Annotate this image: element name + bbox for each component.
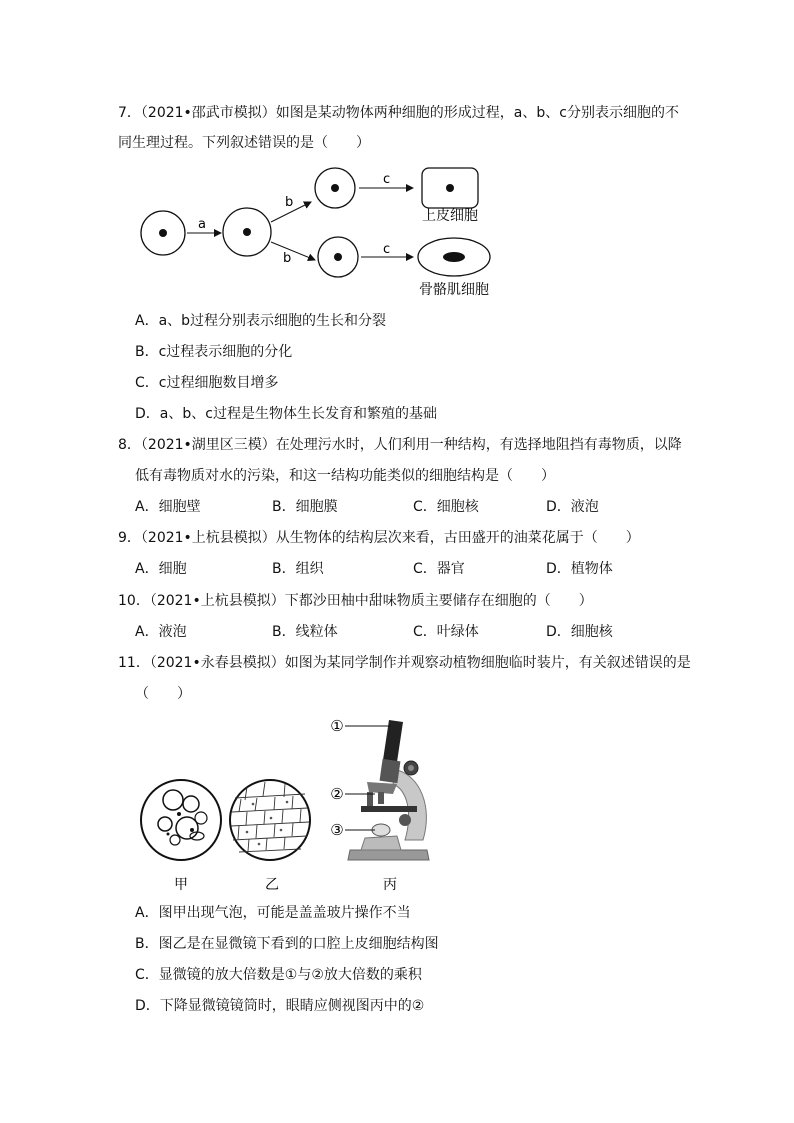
q10-option-a[interactable]: A．液泡: [135, 624, 187, 640]
q8-options: [0, 497, 794, 517]
initial-cell: [141, 211, 185, 255]
label-c2: c: [383, 242, 391, 257]
q11-option-a[interactable]: A．图甲出现气泡，可能是盖盖玻片操作不当: [135, 905, 411, 921]
marker-1: ①: [330, 717, 344, 735]
q10-stem-line1: 10．（2021•上杭县模拟）下都沙田柚中甜味物质主要储存在细胞的（ ）: [118, 593, 593, 609]
label-b2: b: [283, 251, 292, 266]
skeletal-muscle-cell: [418, 238, 490, 276]
figure-jia-view: [141, 780, 221, 860]
grown-cell: [223, 208, 271, 256]
q11-option-b[interactable]: B．图乙是在显微镜下看到的口腔上皮细胞结构图: [135, 936, 439, 952]
q7-option-b[interactable]: B．c过程表示细胞的分化: [135, 344, 293, 360]
q11-stem-line2: （ ）: [135, 686, 191, 702]
q9-option-d[interactable]: D．植物体: [546, 561, 613, 577]
label-yi: 乙: [265, 877, 279, 893]
marker-2: ②: [330, 785, 344, 803]
q8-stem-line2: 低有毒物质对水的污染，和这一结构功能类似的细胞结构是（ ）: [135, 468, 555, 484]
q11-stem-line1: 11．（2021•永春县模拟）如图为某同学制作并观察动植物细胞临时装片，有关叙述错误的是: [118, 655, 691, 671]
q9-option-c[interactable]: C．器官: [413, 561, 465, 577]
q8-stem-line1: 8．（2021•湖里区三模）在处理污水时，人们利用一种结构，有选择地阻挡有毒物质，以降: [118, 437, 682, 453]
q11-option-d[interactable]: D．下降显微镜镜筒时，眼睛应侧视图丙中的②: [135, 998, 425, 1014]
q9-option-a[interactable]: A．细胞: [135, 561, 187, 577]
q7-option-c[interactable]: C．c过程细胞数目增多: [135, 375, 279, 391]
q10-options: [0, 622, 794, 642]
epithelial-cell-label: 上皮细胞: [422, 208, 478, 224]
label-bing: 丙: [383, 877, 397, 893]
q10-option-d[interactable]: D．细胞核: [546, 624, 613, 640]
q11-figure: [135, 712, 445, 897]
epithelial-cell: [422, 168, 478, 208]
upper-daughter-cell: [315, 168, 355, 208]
skeletal-muscle-cell-label: 骨骼肌细胞: [419, 282, 489, 298]
q7-stem-line2: 同生理过程。下列叙述错误的是（ ）: [118, 135, 370, 151]
q11-option-c[interactable]: C．显微镜的放大倍数是①与②放大倍数的乘积: [135, 967, 422, 983]
label-c1: c: [383, 172, 391, 187]
q7-option-a[interactable]: A．a、b过程分别表示细胞的生长和分裂: [135, 313, 387, 329]
figure-bing-microscope: [345, 720, 429, 860]
label-a: a: [198, 217, 206, 232]
label-b1: b: [285, 195, 294, 210]
figure-yi-view: [230, 780, 310, 860]
q8-option-a[interactable]: A．细胞壁: [135, 499, 201, 515]
q10-option-b[interactable]: B．线粒体: [272, 624, 338, 640]
q7-stem-line1: 7．（2021•邵武市模拟）如图是某动物体两种细胞的形成过程，a、b、c分别表示细胞的不: [118, 105, 679, 121]
q7-option-d[interactable]: D．a、b、c过程是生物体生长发育和繁殖的基础: [135, 406, 437, 422]
label-jia: 甲: [174, 877, 188, 893]
q7-cell-diagram: [135, 160, 505, 305]
q8-option-b[interactable]: B．细胞膜: [272, 499, 338, 515]
arrow-b2: [271, 242, 315, 260]
q9-stem-line1: 9．（2021•上杭县模拟）从生物体的结构层次来看，古田盛开的油菜花属于（ ）: [118, 530, 640, 546]
q9-option-b[interactable]: B．组织: [272, 561, 324, 577]
lower-daughter-cell: [318, 237, 358, 277]
q10-option-c[interactable]: C．叶绿体: [413, 624, 479, 640]
q8-option-c[interactable]: C．细胞核: [413, 499, 479, 515]
marker-3: ③: [330, 821, 344, 839]
q8-option-d[interactable]: D．液泡: [546, 499, 599, 515]
q9-options: [0, 559, 794, 579]
